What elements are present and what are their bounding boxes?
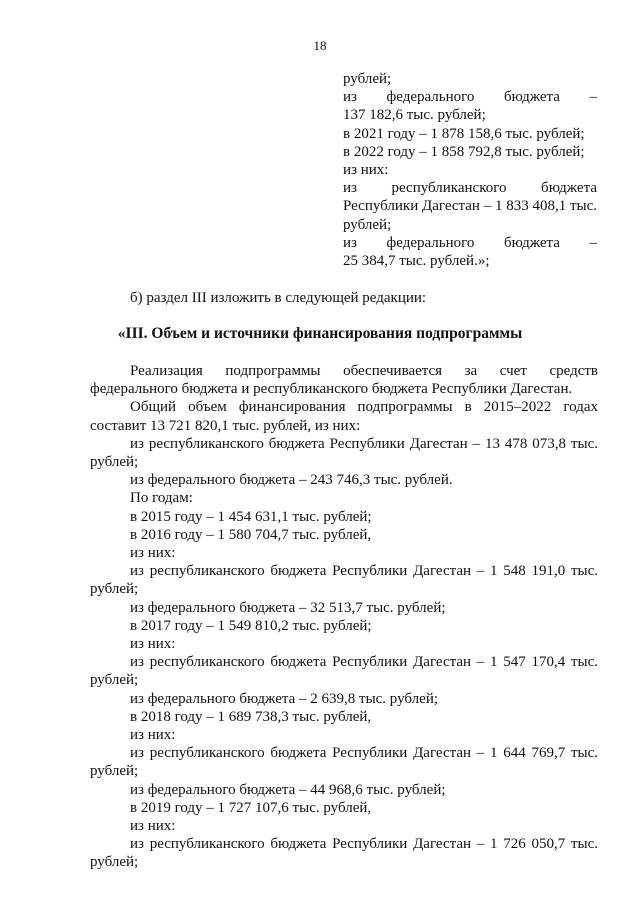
text-line: из федерального бюджета – bbox=[343, 234, 597, 251]
text-line: рублей; bbox=[90, 454, 139, 471]
section-body bbox=[90, 362, 598, 872]
text-line: Общий объем финансирования подпрограммы в 2015–2022 годах bbox=[130, 399, 598, 416]
text-line: в 2015 году – 1 454 631,1 тыс. рублей; bbox=[130, 508, 372, 525]
text-line: По годам: bbox=[130, 490, 193, 507]
text-line: из республиканского бюджета Республики Дагестан – 1 726 050,7 тыс. bbox=[130, 836, 598, 853]
text-line: рублей; bbox=[343, 216, 392, 233]
text-line: составит 13 721 820,1 тыс. рублей, из них: bbox=[90, 417, 361, 434]
text-line: 25 384,7 тыс. рублей.»; bbox=[343, 253, 490, 270]
text-line: рублей; bbox=[90, 763, 139, 780]
section-heading: «III. Объем и источники финансирования подпрограммы bbox=[117, 325, 523, 342]
text-line: Республики Дагестан – 1 833 408,1 тыс. bbox=[343, 198, 597, 215]
amendment-paragraph: б) раздел III изложить в следующей редакции: bbox=[130, 290, 427, 306]
text-line: из республиканского бюджета Республики Дагестан – 1 548 191,0 тыс. bbox=[130, 563, 598, 580]
text-line: из них: bbox=[343, 162, 389, 179]
text-line: в 2022 году – 1 858 792,8 тыс. рублей; bbox=[343, 143, 585, 160]
text-line: из них: bbox=[130, 545, 176, 562]
text-line: из них: bbox=[130, 818, 176, 835]
text-line: в 2016 году – 1 580 704,7 тыс. рублей, bbox=[130, 526, 372, 543]
text-line: рублей; bbox=[90, 672, 139, 689]
text-line: в 2019 году – 1 727 107,6 тыс. рублей, bbox=[130, 799, 372, 816]
text-line: из них: bbox=[130, 636, 176, 653]
text-line: рублей; bbox=[90, 854, 139, 871]
text-line: рублей; bbox=[343, 71, 392, 87]
text-line: в 2021 году – 1 878 158,6 тыс. рублей; bbox=[343, 125, 585, 142]
text-line: из республиканского бюджета Республики Дагестан – 1 547 170,4 тыс. bbox=[130, 654, 598, 671]
page-number: 18 bbox=[313, 38, 327, 53]
text-line: Реализация подпрограммы обеспечивается за счет средств bbox=[130, 363, 598, 379]
text-line: в 2018 году – 1 689 738,3 тыс. рублей, bbox=[130, 708, 372, 725]
text-line: в 2017 году – 1 549 810,2 тыс. рублей; bbox=[130, 617, 372, 634]
text-line: федерального бюджета и республиканского бюджета Республики Дагестан. bbox=[90, 381, 573, 398]
text-line: из них: bbox=[130, 727, 176, 744]
text-line: из республиканского бюджета Республики Дагестан – 1 644 769,7 тыс. bbox=[130, 745, 598, 762]
text-line: 137 182,6 тыс. рублей; bbox=[343, 107, 486, 124]
text-line: из республиканского бюджета bbox=[343, 180, 597, 197]
text-line: из федерального бюджета – bbox=[343, 89, 597, 106]
text-line: рублей; bbox=[90, 581, 139, 598]
text-line: из федерального бюджета – 32 513,7 тыс. рублей; bbox=[130, 599, 446, 616]
text-line: из федерального бюджета – 2 639,8 тыс. рублей; bbox=[130, 690, 439, 707]
continued-funding-text bbox=[343, 70, 597, 270]
text-line: из федерального бюджета – 243 746,3 тыс. рублей. bbox=[130, 472, 453, 489]
text-line: из федерального бюджета – 44 968,6 тыс. рублей; bbox=[130, 781, 446, 798]
text-line: из республиканского бюджета Республики Дагестан – 13 478 073,8 тыс. bbox=[130, 435, 598, 452]
